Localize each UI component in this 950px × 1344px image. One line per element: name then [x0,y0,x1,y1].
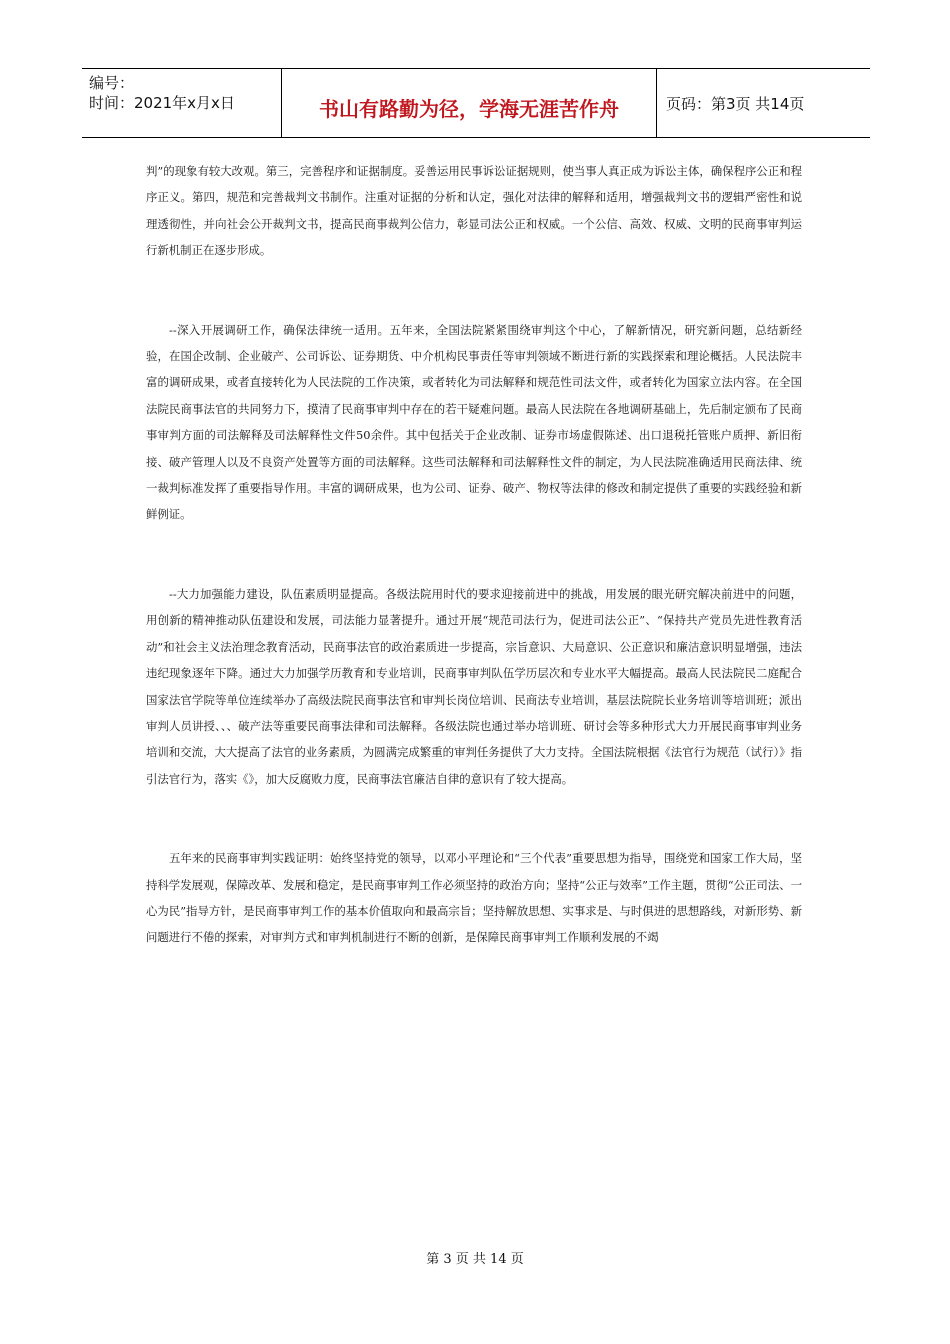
paragraph-2: --深入开展调研工作，确保法律统一适用。五年来，全国法院紧紧围绕审判这个中心，了解新情况，研究新问题，总结新经验，在国企改制、企业破产、公司诉讼、证券期货、中介机构民事责任等审判领域不断进行新的实践探索和理论概括。人民法院丰富的调研成果，或者直接转化为人民法院的工作决策，或者转化为司法解释和规范性司法文件，或者转化为国家立法内容。在全国法院民商事法官的共同努力下，摸清了民商事审判中存在的若干疑难问题。最高人民法院在各地调研基础上，先后制定颁布了民商事审判方面的司法解释及司法解释性文件50余件。其中包括关于企业改制、证券市场虚假陈述、出口退税托管账户质押、新旧衔接、破产管理人以及不良资产处置等方面的司法解释。这些司法解释和司法解释性文件的制定，为人民法院准确适用民商法律、统一裁判标准发挥了重要指导作用。丰富的调研成果，也为公司、证券、破产、物权等法律的修改和制定提供了重要的实践经验和新鲜例证。 [146,322,802,522]
serial-number-label: 编号： [89,74,135,92]
page-header [82,68,870,138]
header-page-number: 页码：第3页 共14页 [666,95,805,113]
document-body [146,158,802,951]
header-motto-cell [282,69,657,137]
header-page-cell [657,69,870,137]
header-meta-cell [82,69,282,137]
date-label: 时间：2021年x月x日 [89,94,235,112]
paragraph-1: 判”的现象有较大改观。第三，完善程序和证据制度。妥善运用民事诉讼证据规则，使当事人真正成为诉讼主体，确保程序公正和程序正义。第四，规范和完善裁判文书制作。注重对证据的分析和认定，强化对法律的解释和适用，增强裁判文书的逻辑严密性和说理透彻性，并向社会公开裁判文书，提高民商事裁判公信力，彰显司法公正和权威。一个公信、高效、权威、文明的民商事审判运行新机制正在逐步形成。 [146,164,802,258]
header-motto: 书山有路勤为径，学海无涯苦作舟 [319,97,619,121]
page-footer: 第 3 页 共 14 页 [426,1252,524,1267]
paragraph-3: --大力加强能力建设，队伍素质明显提高。各级法院用时代的要求迎接前进中的挑战，用发展的眼光研究解决前进中的问题，用创新的精神推动队伍建设和发展，司法能力显著提升。通过开展“规范司法行为，促进司法公正”、“保持共产党员先进性教育活动”和社会主义法治理念教育活动，民商事法官的政治素质进一步提高，宗旨意识、大局意识、公正意识和廉洁意识明显增强，违法违纪现象逐年下降。通过大力加强学历教育和专业培训，民商事审判队伍学历层次和专业水平大幅提高。最高人民法院民二庭配合国家法官学院等单位连续举办了高级法院民商事法官和审判长岗位培训、民商法专业培训，基层法院院长业务培训等培训班；派出审判人员讲授、、、破产法等重要民商事法律和司法解释。各级法院也通过举办培训班、研讨会等多种形式大力开展民商事审判业务培训和交流，大大提高了法官的业务素质，为圆满完成繁重的审判任务提供了大力支持。全国法院根据《法官行为规范（试行）》指引法官行为，落实《》，加大反腐败力度，民商事法官廉洁自律的意识有了较大提高。 [146,586,802,786]
paragraph-4: 五年来的民商事审判实践证明：始终坚持党的领导，以邓小平理论和“三个代表”重要思想为指导，围绕党和国家工作大局，坚持科学发展观，保障改革、发展和稳定，是民商事审判工作必须坚持的政治方向；坚持“公正与效率”工作主题，贯彻“公正司法、一心为民”指导方针，是民商事审判工作的基本价值取向和最高宗旨；坚持解放思想、实事求是、与时俱进的思想路线，对新形势、新问题进行不倦的探索，对审判方式和审判机制进行不断的创新，是保障民商事审判工作顺利发展的不竭 [146,851,802,945]
